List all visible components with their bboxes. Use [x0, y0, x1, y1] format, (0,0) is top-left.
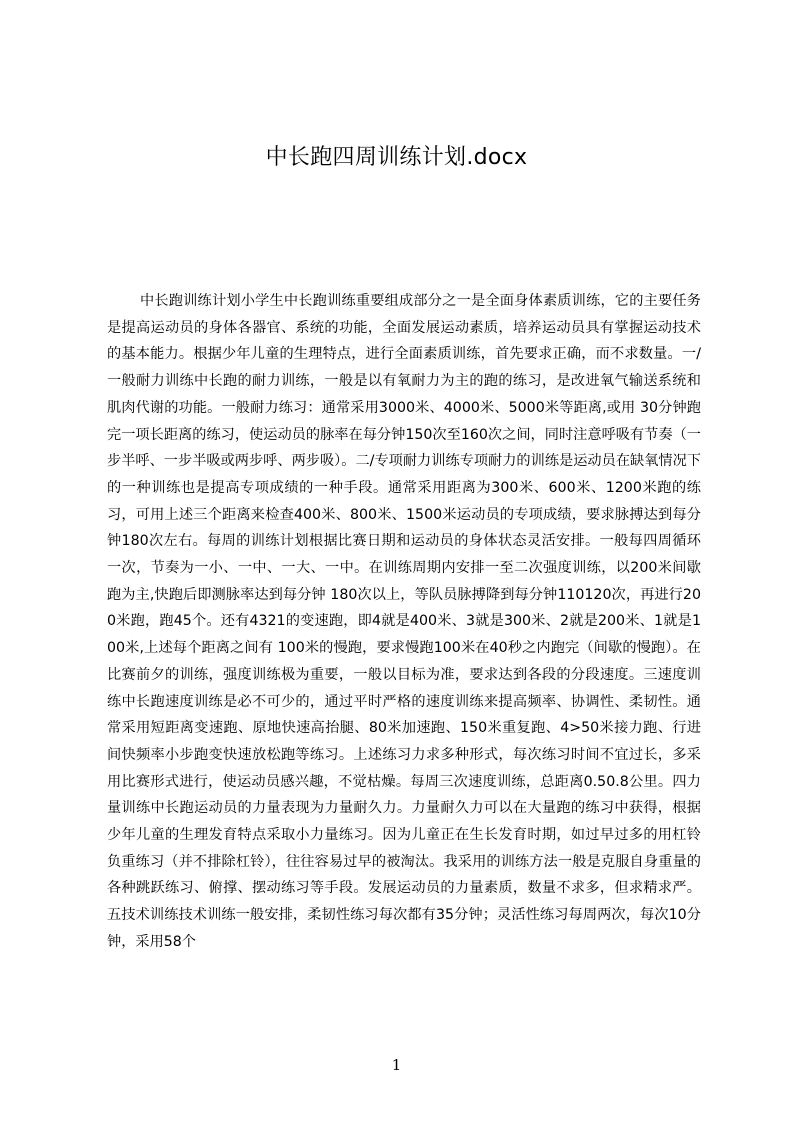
body-paragraph: 中长跑训练计划小学生中长跑训练重要组成部分之一是全面身体素质训练，它的主要任务是提高运动员的身体各器官、系统的功能，全面发展运动素质，培养运动员具有掌握运动技术的基本能力。根据少年儿童的生理特点，进行全面素质训练，首先要求正确，而不求数量。一/一般耐力训练中长跑的耐力训练，一般是以有氧耐力为主的跑的练习，是改进氧气输送系统和肌肉代谢的功能。一般耐力练习：通常采用3000米、4000米、5000米等距离,或用 30分钟跑完一项长距离的练习，使运动员的脉率在每分钟150次至160次之间，同时注意呼吸有节奏（一步半呼、一步半吸或两步呼、两步吸）。二/专项耐力训练专项耐力的训练是运动员在缺氧情况下的一种训练也是提高专项成绩的一种手段。通常采用距离为300米、600米、1200米跑的练习，可用上述三个距离来检查400米、800米、1500米运动员的专项成绩，要求脉搏达到每分钟180次左右。每周的训练计划根据比赛日期和运动员的身体状态灵活安排。一般每四周循环一次，节奏为一小、一中、一大、一中。在训练周期内安排一至二次强度训练，以200米间歇跑为主,快跑后即测脉率达到每分钟 180次以上，等队员脉搏降到每分钟110120次，再进行200米跑，跑45个。还有4321的变速跑，即4就是400米、3就是300米、2就是200米、1就是100米,上述每个距离之间有 100米的慢跑，要求慢跑100米在40秒之内跑完（间歇的慢跑）。在比赛前夕的训练，强度训练极为重要，一般以目标为准，要求达到各段的分段速度。三速度训练中长跑速度训练是必不可少的，通过平时严格的速度训练来提高频率、协调性、柔韧性。通常采用短距离变速跑、原地快速高抬腿、80米加速跑、150米重复跑、4>50米接力跑、行进间快频率小步跑变快速放松跑等练习。上述练习力求多种形式，每次练习时间不宜过长，多采用比赛形式进行，使运动员感兴趣，不觉枯燥。每周三次速度训练，总距离0.50.8公里。四力量训练中长跑运动员的力量表现为力量耐久力。力量耐久力可以在大量跑的练习中获得，根据少年儿童的生理发育特点采取小力量练习。因为儿童正在生长发育时期，如过早过多的用杠铃负重练习（并不排除杠铃），往往容易过早的被淘汰。我采用的训练方法一般是克服自身重量的各种跳跃练习、俯撑、摆动练习等手段。发展运动员的力量素质，数量不求多，但求精求严。五技术训练技术训练一般安排，柔韧性练习每次都有35分钟；灵活性练习每周两次，每次10分钟，采用58个	[107, 293, 701, 950]
page-number: 1	[391, 1056, 402, 1074]
document-title: 中长跑四周训练计划.docx	[265, 145, 528, 170]
